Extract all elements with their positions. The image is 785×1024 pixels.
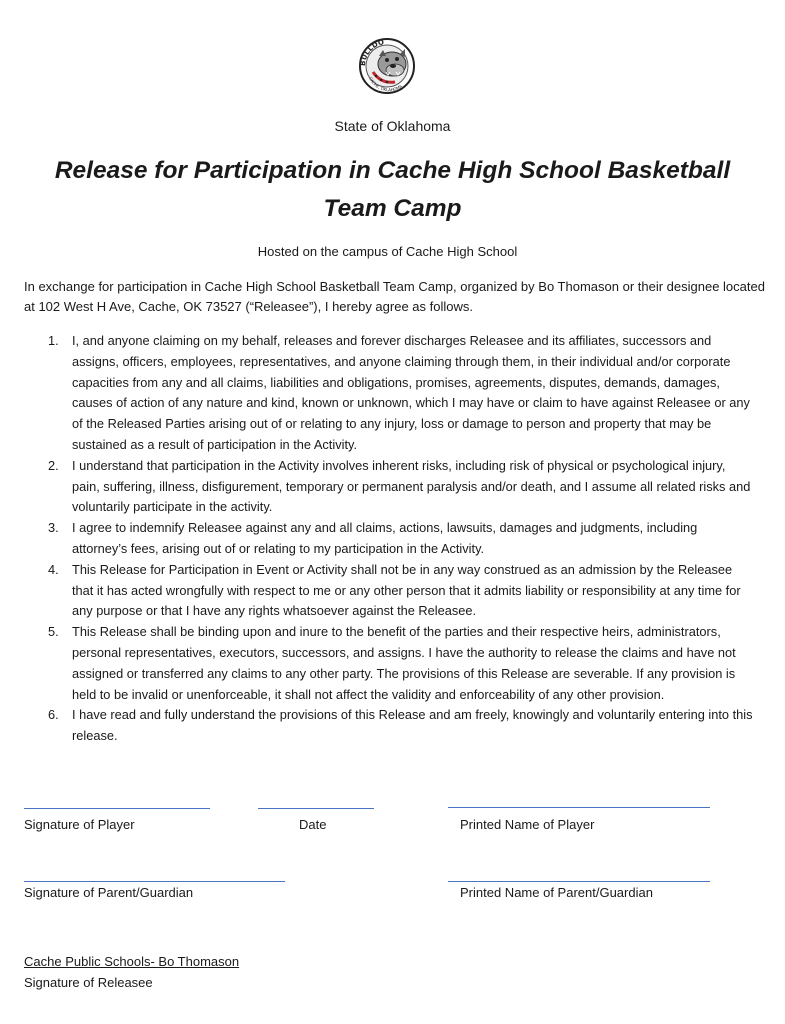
term-number: 4. <box>48 561 59 577</box>
page-title: Release for Participation in Cache High School Basketball Team Camp <box>54 157 731 222</box>
logo-text-top: BULLDO <box>358 38 385 67</box>
releasee-signature-label: Signature of Releasee <box>24 975 153 990</box>
parent-signature-label: Signature of Parent/Guardian <box>24 885 194 900</box>
term-text: I have read and fully understand the provisions of this Release and am freely, knowingly and voluntarily entering into this release. <box>72 707 753 744</box>
player-signature-label: Signature of Player <box>24 817 135 832</box>
releasee-name: Cache Public Schools- Bo Thomason <box>24 954 240 969</box>
parent-printed-name-line[interactable] <box>448 881 710 882</box>
term-number: 6. <box>48 707 59 723</box>
term-item <box>24 331 754 456</box>
term-text: I understand that participation in the Activity involves inherent risks, including risk of physical or psychological injury, pain, suffering, illness, disfigurement, temporary or permanent paralysis and/or death, and I assume all related risks and voluntarily participate in the activity. <box>72 457 751 515</box>
parent-signature-line[interactable] <box>24 881 285 882</box>
player-signature-line[interactable] <box>24 808 210 809</box>
term-text: I agree to indemnify Releasee against any and all claims, actions, lawsuits, damages and judgments, including attorney’s fees, arising out of or relating to my participation in the Activity. <box>72 520 698 556</box>
bulldog-logo-icon <box>355 32 419 96</box>
player-printed-name-line[interactable] <box>448 807 710 808</box>
state-heading: State of Oklahoma <box>334 118 451 134</box>
term-number: 5. <box>48 624 59 640</box>
term-item <box>24 705 754 747</box>
term-number: 3. <box>48 520 59 536</box>
term-text: This Release for Participation in Event or Activity shall not be in any way construed as an admission by the Releasee that it has acted wrongfully with respect to me or any other person that it admits liability or responsibility at any time for any purpose or that I have any rights whatsoever against the Releasee. <box>72 561 741 619</box>
date-label: Date <box>299 817 327 832</box>
intro-paragraph: In exchange for participation in Cache High School Basketball Team Camp, organized by Bo Thomason or their designee located at 102 West H Ave, Cache, OK 73527 (“Releasee”), I hereby agree as follows. <box>24 279 765 314</box>
parent-printed-name-label: Printed Name of Parent/Guardian <box>460 885 653 900</box>
term-text: I, and anyone claiming on my behalf, releases and forever discharges Releasee and its affiliates, successors and assigns, officers, employees, representatives, and anyone claiming through them, in their individual and/or corporate capacities from any and all claims, liabilities and obligations, promises, agreements, disputes, demands, damages, causes of action of any nature and kind, known or unknown, which I may have or claim to have against Releasee or any of the Released Parties arising out of or relating to any injury, loss or damage to person and property that may be sustained as a result of participation in the Activity. <box>72 333 750 452</box>
term-number: 1. <box>48 333 59 348</box>
logo-text-bottom: CACHE, OKLAHOMA <box>368 76 403 93</box>
term-item <box>24 518 754 560</box>
date-line[interactable] <box>258 808 374 809</box>
term-item <box>24 622 754 705</box>
term-item <box>24 560 754 622</box>
term-text: This Release shall be binding upon and inure to the benefit of the parties and their respective heirs, administrators, personal representatives, executors, successors, and assigns. I have the authority to release the claims and have not assigned or transferred any claims to any other party. The provisions of this Release are severable. If any provision is held to be invalid or unenforceable, it shall not affect the validity and enforceability of any other provision. <box>72 624 736 702</box>
player-printed-name-label: Printed Name of Player <box>460 817 595 832</box>
terms-list <box>24 331 754 747</box>
term-number: 2. <box>48 457 59 473</box>
term-item <box>24 456 754 518</box>
hosted-line: Hosted on the campus of Cache High School <box>257 244 518 259</box>
